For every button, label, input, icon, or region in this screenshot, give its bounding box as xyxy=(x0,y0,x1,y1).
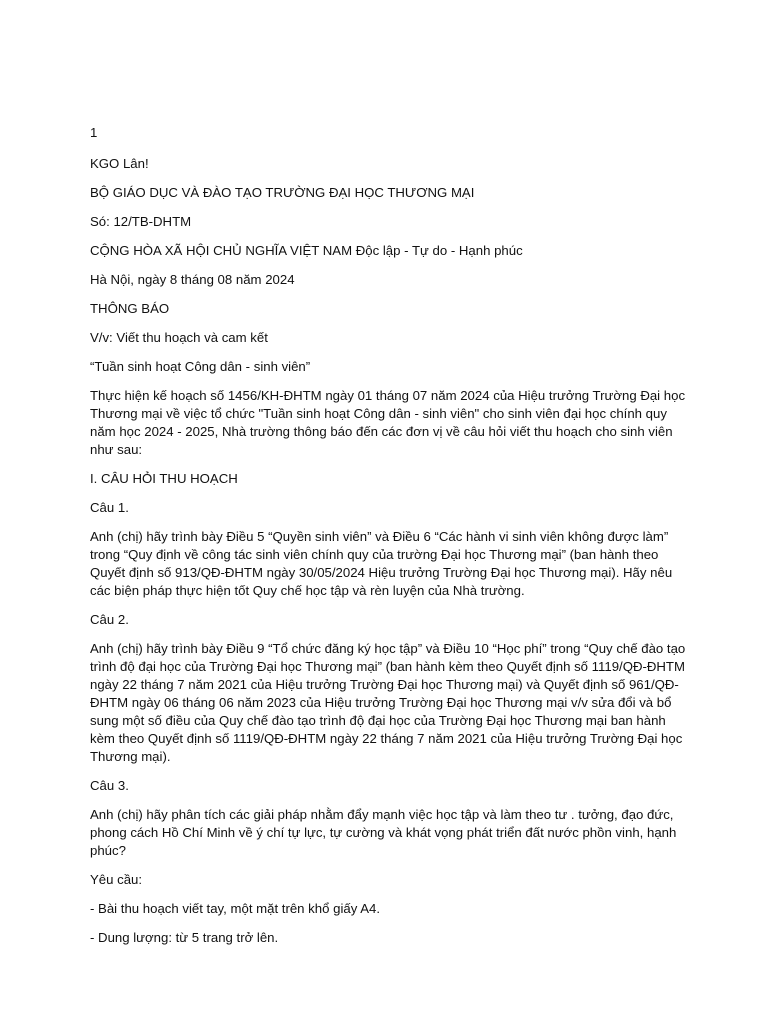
greeting-line: KGO Lân! xyxy=(90,156,149,171)
ministry-school-header: BỘ GIÁO DỤC VÀ ĐÀO TẠO TRƯỜNG ĐẠI HỌC THƯƠNG MẠI xyxy=(90,185,475,200)
question-1-text: Anh (chị) hãy trình bày Điều 5 “Quyền sinh viên” và Điều 6 “Các hành vi sinh viên không được làm” trong “Quy định về công tác sinh viên chính quy của trường Đại học Thương mại” (ban hành theo Quyết định số 913/QĐ-ĐHTM ngày 30/05/2024 Hiệu trưởng Trường Đại học Thương mại). Hãy nêu các biện pháp thực hiện tốt Quy chế học tập và rèn luyện của Nhà trường. xyxy=(90,529,673,598)
intro-paragraph: Thực hiện kế hoạch số 1456/KH-ĐHTM ngày 01 tháng 07 năm 2024 của Hiệu trưởng Trường Đại học Thương mại về việc tổ chức "Tuần sinh hoạt Công dân - sinh viên" cho sinh viên đại học chính quy năm học 2024 - 2025, Nhà trường thông báo đến các đơn vị về câu hỏi viết thu hoạch cho sinh viên như sau: xyxy=(90,388,686,457)
requirement-item-2: - Dung lượng: từ 5 trang trở lên. xyxy=(90,930,279,945)
requirements-heading: Yêu cầu: xyxy=(90,872,143,887)
question-2-text: Anh (chị) hãy trình bày Điều 9 “Tổ chức đăng ký học tập” và Điều 10 “Học phí” trong “Quy chế đào tạo trình độ đại học của Trường Đại học Thương mại” (ban hành kèm theo Quyết định số 1119/QĐ-ĐHTM ngày 22 tháng 7 năm 2021 của Hiệu trưởng Trường Đại học Thương mại) và Quyết định số 961/QĐ-ĐHTM ngày 06 tháng 06 năm 2023 của Hiệu trưởng Trường Đại học Thương mại v/v sửa đổi và bổ sung một số điều của Quy chế đào tạo trình độ đại học của Trường Đại học Thương mại ban hành kèm theo Quyết định số 1119/QĐ-ĐHTM ngày 22 tháng 7 năm 2021 của Hiệu trưởng Trường Đại học Thương mại). xyxy=(90,641,686,764)
question-3-text: Anh (chị) hãy phân tích các giải pháp nhằm đẩy mạnh việc học tập và làm theo tư . tưởng, đạo đức, phong cách Hồ Chí Minh về ý chí tự lực, tự cường và khát vọng phát triển đất nước phồn vinh, hạnh phúc? xyxy=(90,807,677,858)
document-title: THÔNG BÁO xyxy=(90,301,170,316)
national-motto: CỘNG HÒA XÃ HỘI CHỦ NGHĨA VIỆT NAM Độc lập - Tự do - Hạnh phúc xyxy=(90,243,523,258)
requirement-item-1: - Bài thu hoạch viết tay, một mặt trên khổ giấy A4. xyxy=(90,901,381,916)
document-subject: V/v: Viết thu hoạch và cam kết xyxy=(90,330,268,345)
place-date: Hà Nội, ngày 8 tháng 08 năm 2024 xyxy=(90,272,295,287)
section-heading: I. CÂU HỎI THU HOẠCH xyxy=(90,471,238,486)
question-2-label: Câu 2. xyxy=(90,612,129,627)
page-number: 1 xyxy=(90,125,98,140)
event-name: “Tuần sinh hoạt Công dân - sinh viên” xyxy=(90,359,311,374)
document-number: Só: 12/TB-DHTM xyxy=(90,214,192,229)
question-3-label: Câu 3. xyxy=(90,778,129,793)
question-1-label: Câu 1. xyxy=(90,500,129,515)
